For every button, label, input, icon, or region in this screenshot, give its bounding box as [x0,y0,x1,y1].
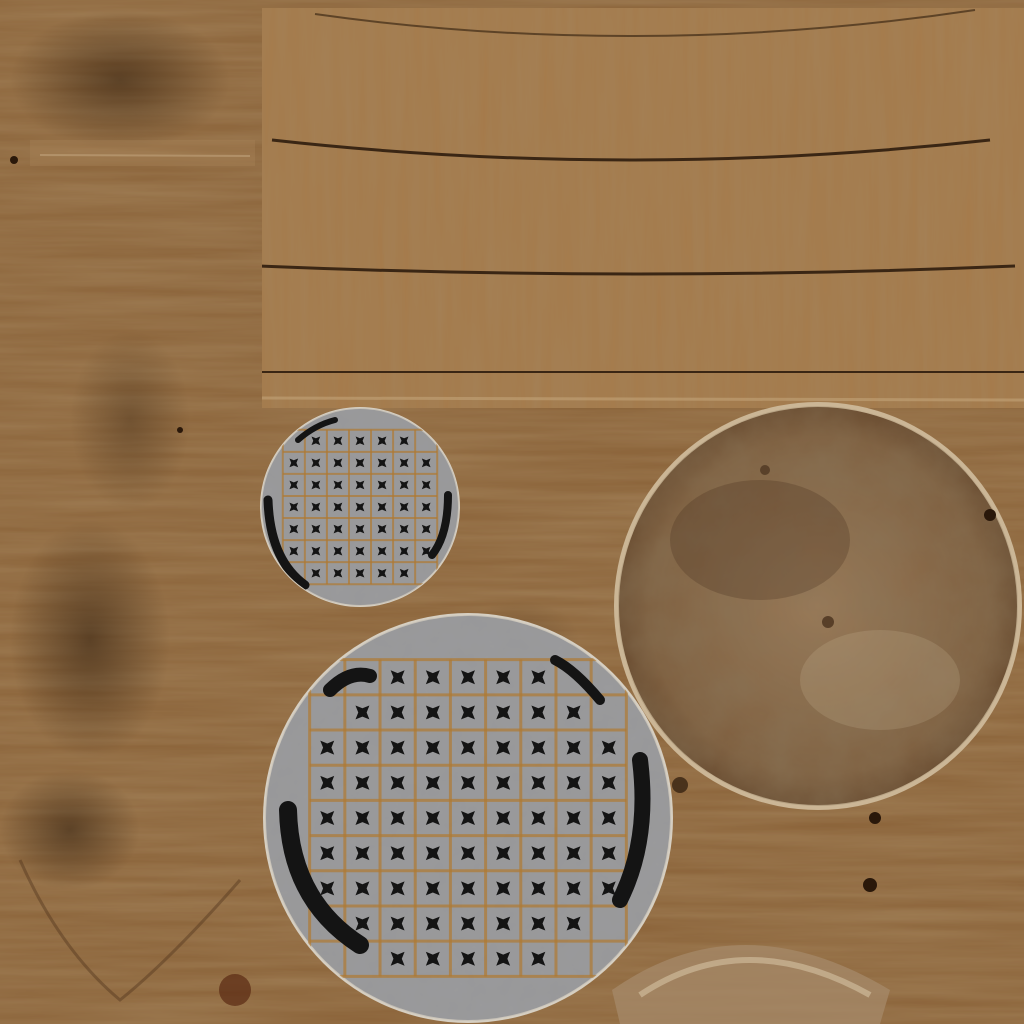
small-metal-grate [260,407,460,607]
round-wooden-lid [614,402,1022,810]
left-band-line [30,140,255,166]
large-metal-grate [263,613,673,1023]
plank-edge [262,398,1024,400]
top-planks [260,8,1024,408]
left-band-scratch [40,155,250,156]
